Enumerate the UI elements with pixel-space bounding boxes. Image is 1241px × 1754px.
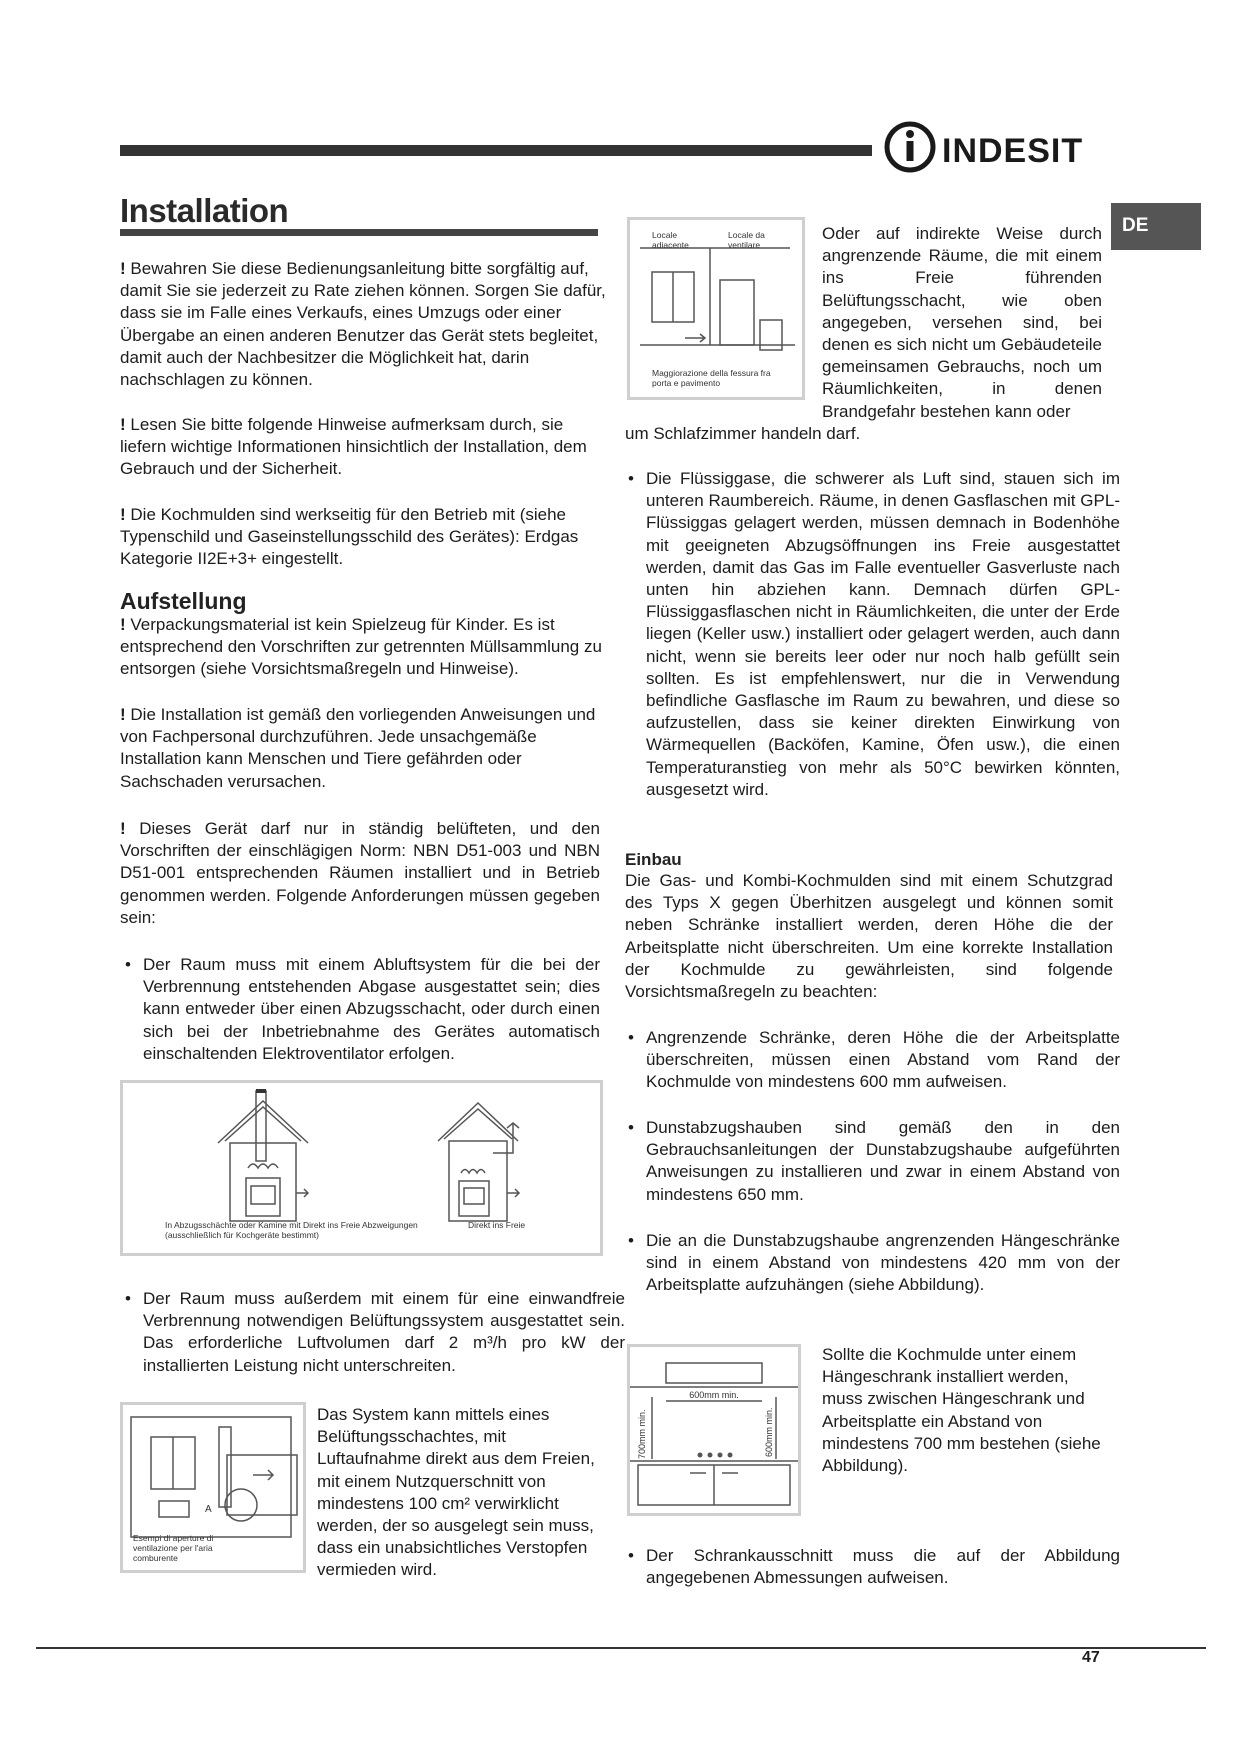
bullet-schraenke: • Angrenzende Schränke, deren Höhe die der Arbeitsplatte überschreiten, müssen einen Abstand vom Rand der Kochmulde von mindestens 600 mm aufweisen.: [628, 1028, 1120, 1092]
indirect-paragraph: Oder auf indirekte Weise durch angrenzende Räume, die mit einem ins Freie führenden Belüftungsschacht, wie oben angegeben, versehen sind, bei denen es sich nicht um Gebäudeteile gemeinsamen Gebrauchs, noch um Räumlichkeiten, in denen Brandgefahr bestehen kann oder: [822, 224, 1102, 421]
section-title-einbau: Einbau: [625, 850, 682, 869]
intro-paragraph-1: ! Bewahren Sie diese Bedienungsanleitung bitte sorgfältig auf, damit Sie sie jederzeit zu Rate ziehen können. Sorgen Sie dafür, dass sie im Falle eines Verkaufs, eines Umzugs oder einer Übergabe an einen anderen Benutzer das Gerät stets begleitet, damit auch der Nachbesitzer die Möglichkeit hat, darin nachschlagen zu können.: [120, 259, 606, 390]
bullet-abluft: • Der Raum muss mit einem Abluftsystem für die bei der Verbrennung entstehenden Abgase ausgestattet sein; dies kann entweder über einen Abzugsschacht, oder durch einen sich bei der Inbetriebnahme des Gerätes automatisch einschaltenden Elektroventilator erfolgen.: [125, 955, 600, 1063]
bullet-dunstabzug: • Dunstabzugshauben sind gemäß den in den Gebrauchsanleitungen der Dunstabzugshaube aufgeführten Anweisungen zu installieren und zwar in einem Abstand von mindestens 650 mm.: [628, 1118, 1120, 1204]
figure-caption-right: Direkt ins Freie: [468, 1220, 526, 1230]
dim-600v-label: 600mm min.: [764, 1407, 774, 1457]
aufstellung-paragraph-1: ! Verpackungsmaterial ist kein Spielzeug für Kinder. Es ist entsprechend den Vorschriften zur getrennten Müllsammlung zu entsorgen (siehe Vorsichtsmaßregeln und Hinweise).: [120, 615, 602, 679]
aufstellung-paragraph-3: ! Dieses Gerät darf nur in ständig belüfteten, und den Vorschriften der einschlägigen Norm: NBN D51-003 und NBN D51-001 entsprechenden Räumen installiert und in Betrieb genommen werden. Folgende Anforderungen müssen gegeben sein:: [120, 819, 600, 927]
figure-cabinet-dimensions: [627, 1344, 801, 1516]
language-tab: [1111, 203, 1201, 250]
indirect-paragraph-tail: um Schlafzimmer handeln darf.: [625, 424, 861, 443]
einbau-paragraph: Die Gas- und Kombi-Kochmulden sind mit einem Schutzgrad des Typs X gegen Überhitzen ausgelegt und können somit neben Schränke installiert werden, deren Höhe die der Arbeitsplatte nicht überschreiten. Um eine korrekte Installation der Kochmulde zu gewährleisten, sind folgende Vorsichtsmaßregeln zu beachten:: [625, 871, 1113, 1002]
page-number: 47: [1082, 1649, 1100, 1666]
vent-caption: Esempi di aperture di ventilazione per l'aria comburente: [133, 1533, 214, 1563]
page-title: Installation: [120, 192, 289, 229]
figure-chimney-houses: [120, 1080, 603, 1256]
dim-600-label: 600mm min.: [689, 1390, 739, 1400]
figure-ventilation-openings: [120, 1402, 306, 1573]
room-caption: Maggiorazione della fessura fra porta e pavimento: [652, 368, 771, 388]
vent-label-a: A: [205, 1504, 212, 1515]
title-underline: [120, 229, 598, 236]
brand-name: INDESIT: [942, 132, 1084, 170]
aufstellung-paragraph-2: ! Die Installation ist gemäß den vorliegenden Anweisungen und von Fachpersonal durchzuführen. Jede unsachgemäße Installation kann Menschen und Tiere gefährden oder Sachschaden verursachen.: [120, 705, 596, 791]
intro-paragraph-3: ! Die Kochmulden sind werkseitig für den Betrieb mit (siehe Typenschild und Gaseinstellungsschild des Gerätes): Erdgas Kategorie II2E+3+ eingestellt.: [120, 505, 579, 569]
figure-adjacent-room: [627, 217, 805, 400]
indesit-logo-icon: [884, 118, 1109, 178]
dim-700-label: 700mm min.: [637, 1409, 647, 1459]
room-label-adjacent: Locale adiacente: [652, 230, 689, 250]
bullet-belueftung: • Der Raum muss außerdem mit einem für eine einwandfreie Verbrennung notwendigen Belüftungssystem ausgestattet sein. Das erforderliche Luftvolumen darf 2 m³/h pro kW der installierten Leistung nicht unterschreiten.: [125, 1289, 625, 1375]
system-paragraph: Das System kann mittels eines Belüftungsschachtes, mit Luftaufnahme direkt aus dem Freien, mit einem Nutzquerschnitt von mindestens 100 cm² verwirklicht werden, der so ausgelegt sein muss, dass ein unabsichtliches Verstopfen vermieden wird.: [317, 1405, 595, 1580]
cabinet-dimension-illustration: [630, 1347, 798, 1513]
footer-rule: [36, 1647, 1206, 1649]
section-title-aufstellung: Aufstellung: [120, 588, 247, 614]
bullet-haengeschraenke: • Die an die Dunstabzugshaube angrenzenden Hängeschränke sind in einem Abstand von mindestens 420 mm von der Arbeitsplatte aufzuhängen (siehe Abbildung).: [628, 1231, 1120, 1295]
bullet-fluessiggase: • Die Flüssiggase, die schwerer als Luft sind, stauen sich im unteren Raumbereich. Räume, in denen Gasflaschen mit GPL-Flüssiggas gelagert werden, müssen demnach in Bodenhöhe mit geeigneten Abzugsöffnungen ins Freie ausgestattet werden, damit das Gas im Falle eventueller Gasverluste nach unten hin abziehen kann. Demnach dürfen GPL-Flüssiggasflaschen nicht in Räumlichkeiten, die unter der Erde liegen (Keller usw.) installiert oder gelagert werden, auch dann nicht, wenn sie bereits leer oder nur noch halb gefüllt sein sollten. Es ist empfehlenswert, nur die in Verwendung befindliche Gasflasche im Raum zu bewahren, und diese so aufzustellen, dass sie keiner direkten Einwirkung von Wärmequellen (Backöfen, Kamine, Öfen usw.), die einen Temperaturanstieg von mehr als 50°C bewirken könnten, ausgesetzt wird.: [628, 469, 1120, 799]
bullet-schrankausschnitt: • Der Schrankausschnitt muss die auf der Abbildung angegebenen Abmessungen aufweisen.: [628, 1546, 1120, 1588]
header-rule: [120, 145, 872, 156]
brand-logo: [884, 118, 1109, 178]
figure-caption-left: In Abzugsschächte oder Kamine mit Direkt ins Freie Abzweigungen (ausschließlich für Kochgeräte bestimmt): [165, 1220, 418, 1240]
room-label-ventilate: Locale da ventilare: [728, 230, 765, 250]
haengeschrank-paragraph: Sollte die Kochmulde unter einem Hängeschrank installiert werden, muss zwischen Hängeschrank und Arbeitsplatte ein Abstand von mindestens 700 mm bestehen (siehe Abbildung).: [822, 1345, 1101, 1476]
language-tab-label: DE: [1122, 215, 1149, 236]
intro-paragraph-2: ! Lesen Sie bitte folgende Hinweise aufmerksam durch, sie liefern wichtige Informationen hinsichtlich der Installation, dem Gebrauch und der Sicherheit.: [120, 415, 587, 479]
